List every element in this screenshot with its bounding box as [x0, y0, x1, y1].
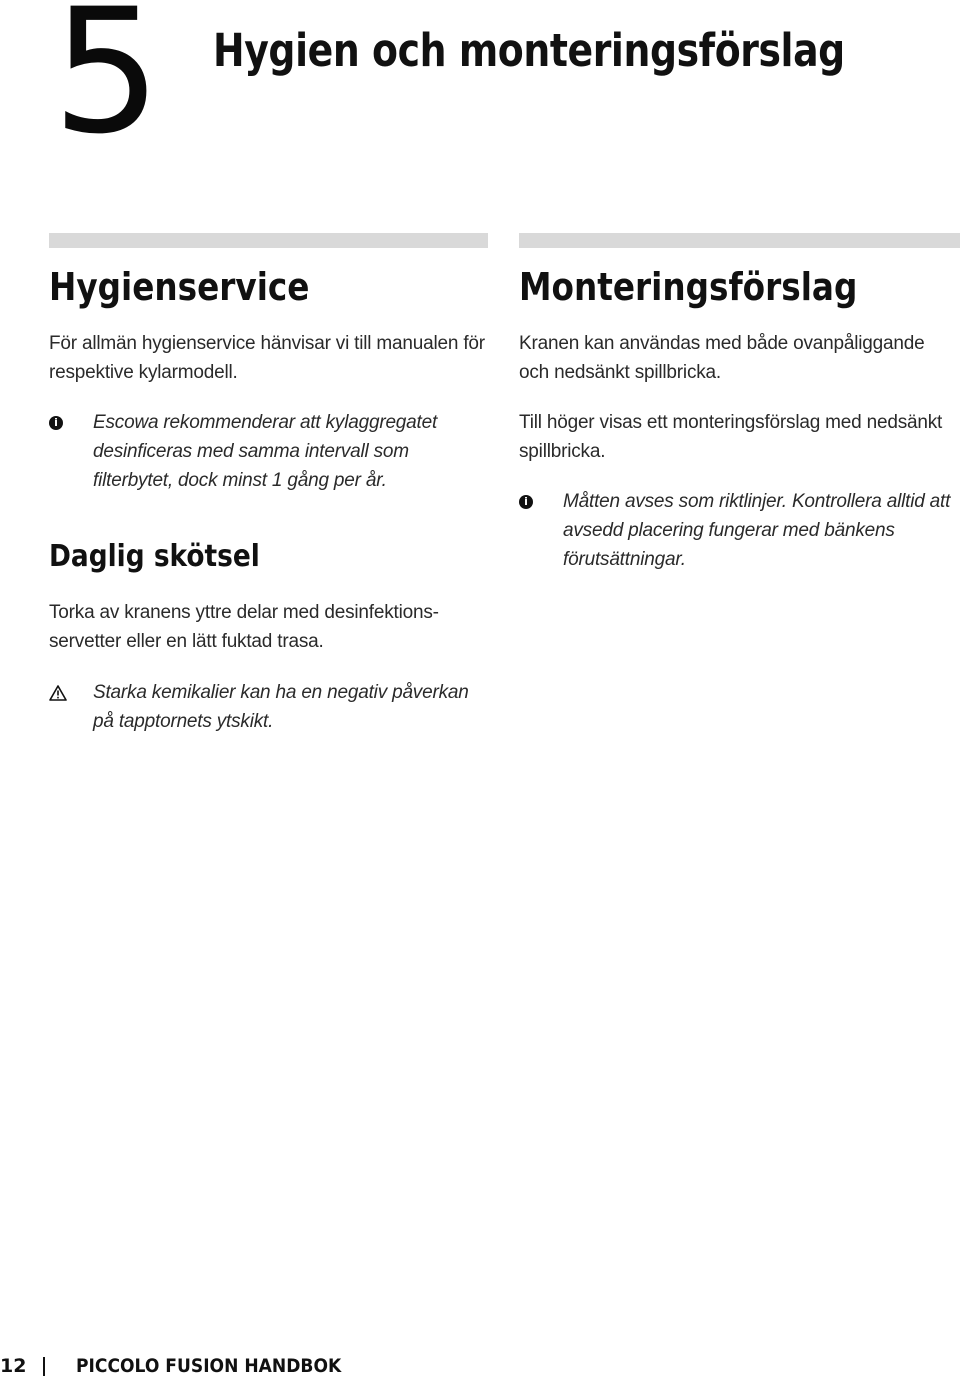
page-number: 12: [0, 1355, 27, 1377]
mounting-para-2: Till höger visas ett monteringsförslag med nedsänkt spillbricka.: [519, 412, 943, 462]
chapter-title: Hygien och monteringsförslag: [213, 24, 845, 77]
right-column: [519, 262, 960, 574]
warning-icon: [49, 685, 67, 701]
section-bar-right: [519, 233, 960, 248]
book-title: PICCOLO FUSION HANDBOK: [76, 1355, 342, 1377]
section-bar-left: [49, 233, 488, 248]
mounting-para-1: Kranen kan användas med både ovanpåliggande och nedsänkt spillbricka.: [519, 333, 925, 383]
info-note-measurements-text: Måtten avses som riktlinjer. Kontrollera alltid att avsedd placering fungerar med bänkens förutsättningar.: [563, 491, 951, 570]
info-note-text: Escowa rekommenderar att kylaggregatet desinficeras med samma intervall som filterbytet, dock minst 1 gång per år.: [93, 412, 438, 491]
daily-care-text: Torka av kranens yttre delar med desinfektionsservetter eller en lätt fuktad trasa.: [49, 602, 439, 652]
chapter-number: 5: [52, 0, 156, 172]
info-icon: i: [519, 495, 533, 509]
warning-note-text: Starka kemikalier kan ha en negativ påverkan på tapptornets ytskikt.: [93, 682, 469, 732]
left-column: [49, 262, 494, 736]
info-note-disinfection: [49, 408, 494, 495]
daglig-skotsel-heading: Daglig skötsel: [49, 539, 260, 574]
hygienservice-intro: För allmän hygienservice hänvisar vi till manualen för respektive kylarmodell.: [49, 333, 485, 383]
info-note-measurements: [519, 487, 960, 574]
warning-note: [49, 678, 494, 736]
info-icon: i: [49, 416, 63, 430]
footer-separator: [43, 1357, 45, 1376]
monteringsforslag-heading: Monteringsförslag: [519, 265, 858, 309]
hygienservice-heading: Hygienservice: [49, 265, 310, 309]
